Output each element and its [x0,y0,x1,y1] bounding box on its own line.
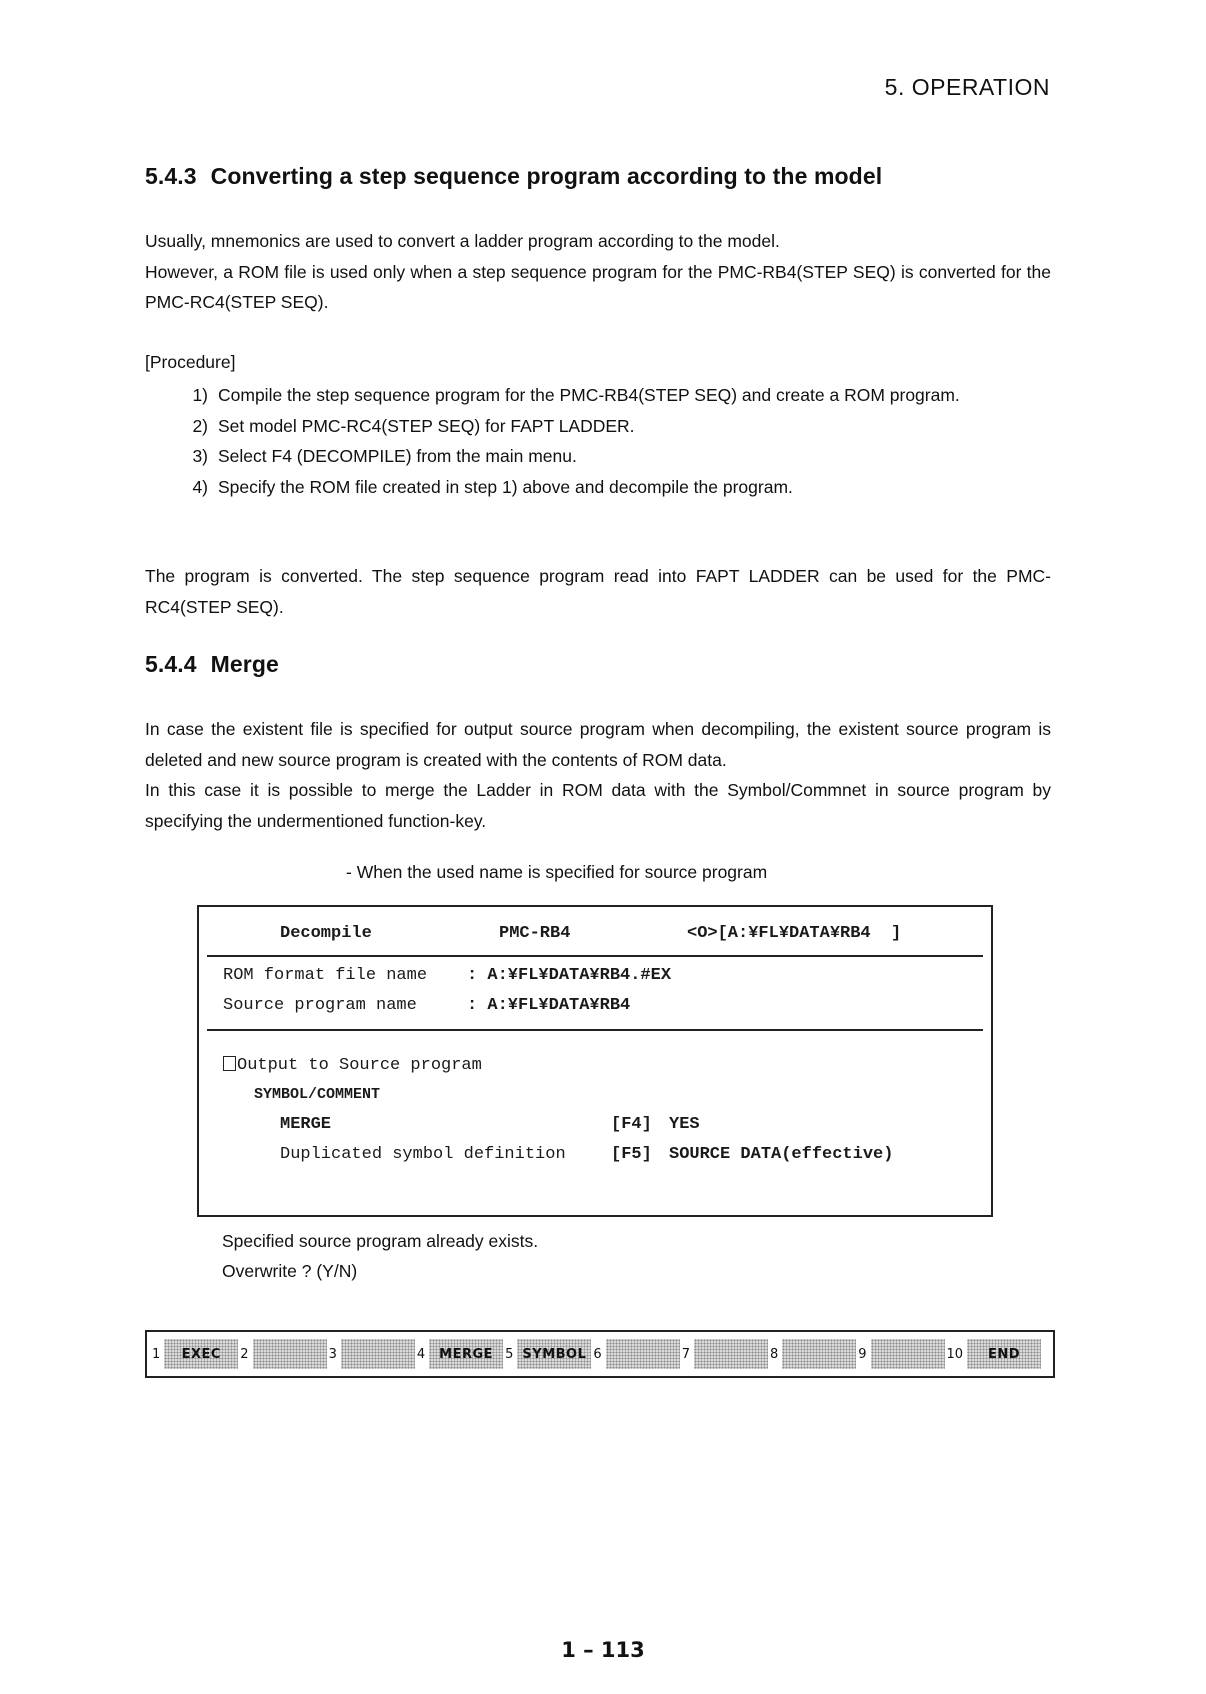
screen-caption: - When the used name is specified for source program [346,862,768,882]
section-title: Merge [210,651,279,677]
merge-key: [F4] [611,1115,652,1134]
conclusion-paragraph: The program is converted. The step sequence program read into FAPT LADDER can be used for the PMC-RC4(STEP SEQ). [145,566,1051,617]
section-title: Converting a step sequence program according to the model [210,163,883,189]
intro-paragraph [145,226,1051,318]
merge-button[interactable]: MERGE [429,1339,503,1369]
divider [207,955,983,957]
function-key-bar [145,1330,1055,1378]
procedure-step: 1) Compile the step sequence program for the PMC-RB4(STEP SEQ) and create a ROM program. [192,385,960,405]
screen-title: Decompile [280,924,372,943]
end-button[interactable]: END [967,1339,1041,1369]
divider [207,1029,983,1031]
duplicated-symbol-key: [F5] [611,1145,652,1164]
output-path: <O>[A:¥FL¥DATA¥RB4 ] [687,924,902,943]
source-program-value[interactable]: : A:¥FL¥DATA¥RB4 [467,996,631,1015]
function-key-3[interactable]: 3 [327,1339,415,1369]
blank-key[interactable] [341,1339,415,1369]
overwrite-message [222,1226,538,1286]
symbol-button[interactable]: SYMBOL [517,1339,591,1369]
output-to-source-option[interactable]: Output to Source program [223,1056,482,1075]
duplicated-symbol-value: SOURCE DATA(effective) [669,1145,894,1164]
section-number: 5.4.3 [145,163,197,189]
procedure-steps [145,380,1051,502]
merge-label: MERGE [280,1115,332,1134]
rom-file-label: ROM format file name [223,966,428,985]
section-heading-5-4-4 [145,651,279,678]
exec-button[interactable]: EXEC [164,1339,238,1369]
function-key-1[interactable]: 1 EXEC [150,1339,238,1369]
blank-key[interactable] [253,1339,327,1369]
source-program-label: Source program name [223,996,417,1015]
function-key-4[interactable]: 4 MERGE [415,1339,503,1369]
procedure-label: [Procedure] [145,352,236,372]
function-key-2[interactable]: 2 [238,1339,326,1369]
function-key-8[interactable]: 8 [768,1339,856,1369]
checkbox-icon[interactable] [223,1056,236,1071]
blank-key[interactable] [782,1339,856,1369]
page-number: 1 – 113 [561,1638,645,1662]
rom-file-value[interactable]: : A:¥FL¥DATA¥RB4.#EX [467,966,672,985]
message-line-1: Specified source program already exists. [222,1231,539,1251]
intro-line-1: Usually, mnemonics are used to convert a ladder program according to the model. [145,231,780,251]
merge-value: YES [669,1115,700,1134]
procedure-step: 4) Specify the ROM file created in step 1) above and decompile the program. [192,476,793,497]
function-key-7[interactable]: 7 [680,1339,768,1369]
decompile-screen [197,905,993,1217]
procedure-step: 3) Select F4 (DECOMPILE) from the main menu. [192,446,577,466]
chapter-header: 5. OPERATION [884,74,1050,100]
merge-paragraph [145,714,1051,836]
message-line-2: Overwrite ? (Y/N) [222,1261,358,1281]
intro-line-2: However, a ROM file is used only when a step sequence program for the PMC-RB4(STEP SEQ) is converted for the PMC-RC4(STEP SEQ). [145,261,1051,312]
function-key-9[interactable]: 9 [856,1339,944,1369]
section-heading-5-4-3 [145,163,882,190]
merge-para-2: In this case it is possible to merge the Ladder in ROM data with the Symbol/Commnet in source program by specifying the undermentioned function-key. [145,780,1051,831]
section-number: 5.4.4 [145,651,197,677]
screen-model: PMC-RB4 [499,924,571,943]
procedure-step: 2) Set model PMC-RC4(STEP SEQ) for FAPT LADDER. [192,415,635,436]
blank-key[interactable] [606,1339,680,1369]
function-key-10[interactable]: 10 END [945,1339,1042,1369]
blank-key[interactable] [694,1339,768,1369]
duplicated-symbol-label: Duplicated symbol definition [280,1145,566,1164]
function-key-6[interactable]: 6 [591,1339,679,1369]
function-key-5[interactable]: 5 SYMBOL [503,1339,591,1369]
merge-para-1: In case the existent file is specified for output source program when decompiling, the existent source program is deleted and new source program is created with the contents of ROM data. [145,719,1051,770]
blank-key[interactable] [871,1339,945,1369]
symbol-comment-label: SYMBOL/COMMENT [254,1086,381,1103]
